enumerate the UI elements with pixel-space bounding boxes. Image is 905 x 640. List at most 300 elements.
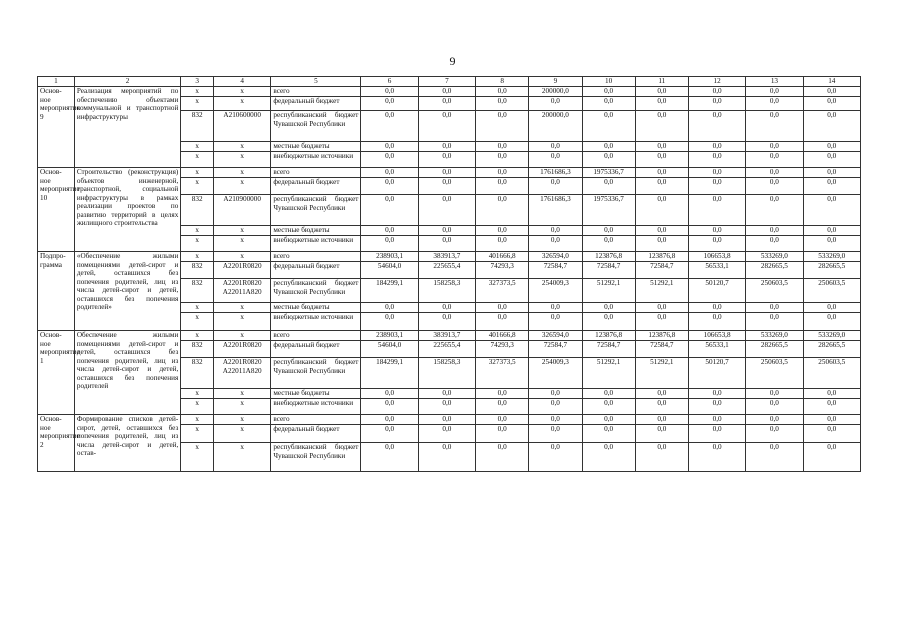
table-row <box>38 331 861 341</box>
value-cell: 0,0 <box>688 399 745 415</box>
value-cell: 0,0 <box>418 152 475 168</box>
value-cell: 0,0 <box>635 415 688 425</box>
value-cell: 0,0 <box>688 87 745 97</box>
value-cell: 0,0 <box>688 195 745 226</box>
value-cell: 0,0 <box>476 168 529 178</box>
table-row <box>38 87 861 97</box>
program-name-cell: Обеспечение жилыми помещениями детей-сирот и детей, оставшихся без попечения родителей, лиц из числа детей-сирот и детей, оставшихся без попечения родителей <box>74 331 180 415</box>
admin-code-cell: 832 <box>181 111 214 142</box>
page-number: 9 <box>449 54 456 68</box>
value-cell: 0,0 <box>529 389 582 399</box>
value-cell: 0,0 <box>635 443 688 472</box>
funding-source-cell: федеральный бюджет <box>271 178 361 195</box>
header-cell: 10 <box>582 77 635 87</box>
header-cell: 2 <box>74 77 180 87</box>
value-cell: 0,0 <box>361 97 418 111</box>
value-cell: 0,0 <box>418 97 475 111</box>
value-cell: 0,0 <box>418 303 475 313</box>
value-cell: 0,0 <box>529 226 582 236</box>
admin-code-cell: x <box>181 303 214 313</box>
value-cell: 0,0 <box>688 111 745 142</box>
value-cell: 1975336,7 <box>582 195 635 226</box>
budget-code-cell: x <box>214 389 271 399</box>
value-cell: 158258,3 <box>418 358 475 389</box>
value-cell: 0,0 <box>746 389 803 399</box>
funding-source-cell: республиканский бюджет Чувашской Республики <box>271 111 361 142</box>
value-cell: 72584,7 <box>582 262 635 279</box>
value-cell: 0,0 <box>529 142 582 152</box>
funding-source-cell: внебюджетные источники <box>271 313 361 331</box>
value-cell: 0,0 <box>476 226 529 236</box>
value-cell: 51292,1 <box>582 279 635 303</box>
admin-code-cell: x <box>181 168 214 178</box>
program-item-cell: Подпро-грамма <box>38 252 75 331</box>
value-cell: 123876,8 <box>635 331 688 341</box>
value-cell: 0,0 <box>361 87 418 97</box>
value-cell: 0,0 <box>418 443 475 472</box>
value-cell: 0,0 <box>803 152 860 168</box>
value-cell: 0,0 <box>582 178 635 195</box>
value-cell: 0,0 <box>529 303 582 313</box>
value-cell: 72584,7 <box>529 262 582 279</box>
value-cell: 282665,5 <box>746 262 803 279</box>
value-cell: 0,0 <box>688 389 745 399</box>
value-cell: 0,0 <box>746 443 803 472</box>
value-cell: 0,0 <box>746 415 803 425</box>
budget-code-cell: x <box>214 443 271 472</box>
value-cell: 0,0 <box>688 168 745 178</box>
funding-source-cell: внебюджетные источники <box>271 399 361 415</box>
funding-source-cell: местные бюджеты <box>271 389 361 399</box>
value-cell: 0,0 <box>418 142 475 152</box>
value-cell: 0,0 <box>476 425 529 443</box>
value-cell: 158258,3 <box>418 279 475 303</box>
budget-code-cell: x <box>214 236 271 252</box>
admin-code-cell: x <box>181 425 214 443</box>
admin-code-cell: x <box>181 236 214 252</box>
value-cell: 0,0 <box>688 443 745 472</box>
value-cell: 533269,0 <box>803 252 860 262</box>
value-cell: 0,0 <box>361 226 418 236</box>
admin-code-cell: x <box>181 252 214 262</box>
value-cell: 0,0 <box>635 303 688 313</box>
value-cell: 0,0 <box>529 415 582 425</box>
funding-source-cell: республиканский бюджет Чувашской Республики <box>271 195 361 226</box>
value-cell: 0,0 <box>635 389 688 399</box>
value-cell: 254009,3 <box>529 358 582 389</box>
value-cell: 250603,5 <box>803 358 860 389</box>
admin-code-cell: x <box>181 152 214 168</box>
budget-code-cell: x <box>214 399 271 415</box>
budget-table <box>37 76 861 472</box>
value-cell: 0,0 <box>746 168 803 178</box>
value-cell: 56533,1 <box>688 262 745 279</box>
value-cell: 0,0 <box>476 389 529 399</box>
value-cell: 0,0 <box>688 303 745 313</box>
value-cell: 0,0 <box>476 236 529 252</box>
value-cell: 51292,1 <box>635 358 688 389</box>
value-cell: 54604,0 <box>361 341 418 358</box>
value-cell: 0,0 <box>746 313 803 331</box>
value-cell: 0,0 <box>688 97 745 111</box>
value-cell: 383913,7 <box>418 331 475 341</box>
value-cell: 51292,1 <box>635 279 688 303</box>
value-cell: 0,0 <box>803 415 860 425</box>
table-row <box>38 252 861 262</box>
value-cell: 0,0 <box>476 195 529 226</box>
value-cell: 0,0 <box>803 97 860 111</box>
funding-source-cell: внебюджетные источники <box>271 236 361 252</box>
budget-code-cell: A2201R0820 <box>214 262 271 279</box>
value-cell: 0,0 <box>688 178 745 195</box>
program-name-cell: «Обеспечение жилыми помещениями детей-сирот и детей, оставшихся без попечения родителей, лиц из числа детей-сирот и детей, оставшихся без попечения родителей» <box>74 252 180 331</box>
value-cell: 0,0 <box>361 425 418 443</box>
budget-code-cell: x <box>214 142 271 152</box>
value-cell: 282665,5 <box>746 341 803 358</box>
budget-code-cell: A2201R0820 A22011A820 <box>214 358 271 389</box>
value-cell: 0,0 <box>582 415 635 425</box>
value-cell: 533269,0 <box>803 331 860 341</box>
value-cell: 0,0 <box>361 443 418 472</box>
budget-code-cell: x <box>214 226 271 236</box>
budget-code-cell: A2201R0820 <box>214 341 271 358</box>
value-cell: 72584,7 <box>529 341 582 358</box>
value-cell: 0,0 <box>635 236 688 252</box>
value-cell: 0,0 <box>476 443 529 472</box>
value-cell: 0,0 <box>529 152 582 168</box>
value-cell: 0,0 <box>582 443 635 472</box>
admin-code-cell: x <box>181 313 214 331</box>
funding-source-cell: федеральный бюджет <box>271 262 361 279</box>
admin-code-cell: 832 <box>181 195 214 226</box>
value-cell: 0,0 <box>418 178 475 195</box>
value-cell: 0,0 <box>635 425 688 443</box>
value-cell: 0,0 <box>418 236 475 252</box>
budget-code-cell: x <box>214 168 271 178</box>
value-cell: 0,0 <box>803 236 860 252</box>
value-cell: 0,0 <box>635 226 688 236</box>
value-cell: 0,0 <box>582 399 635 415</box>
value-cell: 0,0 <box>803 313 860 331</box>
value-cell: 0,0 <box>582 389 635 399</box>
value-cell: 238903,1 <box>361 252 418 262</box>
value-cell: 0,0 <box>582 303 635 313</box>
value-cell: 0,0 <box>582 313 635 331</box>
header-cell: 6 <box>361 77 418 87</box>
value-cell: 0,0 <box>529 425 582 443</box>
funding-source-cell: федеральный бюджет <box>271 425 361 443</box>
value-cell: 0,0 <box>361 152 418 168</box>
header-row <box>38 77 861 87</box>
value-cell: 50120,7 <box>688 358 745 389</box>
value-cell: 0,0 <box>476 142 529 152</box>
funding-source-cell: республиканский бюджет Чувашской Республики <box>271 358 361 389</box>
admin-code-cell: x <box>181 331 214 341</box>
admin-code-cell: x <box>181 87 214 97</box>
value-cell: 0,0 <box>361 111 418 142</box>
value-cell: 0,0 <box>476 313 529 331</box>
value-cell: 327373,5 <box>476 279 529 303</box>
value-cell: 0,0 <box>582 97 635 111</box>
program-item-cell: Основ-ное мероприятие 10 <box>38 168 75 252</box>
admin-code-cell: 832 <box>181 341 214 358</box>
value-cell: 282665,5 <box>803 341 860 358</box>
admin-code-cell: 832 <box>181 358 214 389</box>
value-cell: 326594,0 <box>529 252 582 262</box>
value-cell: 50120,7 <box>688 279 745 303</box>
funding-source-cell: республиканский бюджет Чувашской Республики <box>271 279 361 303</box>
program-name-cell: Формирование списков детей-сирот, детей, оставшихся без попечения родителей, лиц из числа детей-сирот и детей, остав- <box>74 415 180 472</box>
value-cell: 72584,7 <box>582 341 635 358</box>
value-cell: 238903,1 <box>361 331 418 341</box>
value-cell: 225655,4 <box>418 341 475 358</box>
value-cell: 0,0 <box>476 97 529 111</box>
value-cell: 74293,3 <box>476 341 529 358</box>
value-cell: 0,0 <box>529 313 582 331</box>
value-cell: 0,0 <box>418 389 475 399</box>
value-cell: 0,0 <box>418 111 475 142</box>
value-cell: 0,0 <box>746 399 803 415</box>
value-cell: 0,0 <box>582 111 635 142</box>
value-cell: 72584,7 <box>635 262 688 279</box>
budget-code-cell: x <box>214 152 271 168</box>
value-cell: 533269,0 <box>746 252 803 262</box>
value-cell: 0,0 <box>529 97 582 111</box>
budget-code-cell: x <box>214 415 271 425</box>
value-cell: 0,0 <box>746 111 803 142</box>
value-cell: 0,0 <box>746 425 803 443</box>
header-cell: 3 <box>181 77 214 87</box>
value-cell: 0,0 <box>582 142 635 152</box>
value-cell: 0,0 <box>418 415 475 425</box>
funding-source-cell: федеральный бюджет <box>271 341 361 358</box>
budget-code-cell: x <box>214 303 271 313</box>
program-name-cell: Строительство (реконструкция) объектов инженерной, транспортной, социальной инфраструктуры в рамках реализации проектов по развитию территорий в целях жилищного строительства <box>74 168 180 252</box>
value-cell: 0,0 <box>361 313 418 331</box>
value-cell: 0,0 <box>361 389 418 399</box>
value-cell: 123876,8 <box>635 252 688 262</box>
value-cell: 56533,1 <box>688 341 745 358</box>
header-cell: 5 <box>271 77 361 87</box>
admin-code-cell: x <box>181 97 214 111</box>
budget-code-cell: x <box>214 331 271 341</box>
value-cell: 54604,0 <box>361 262 418 279</box>
admin-code-cell: x <box>181 226 214 236</box>
value-cell: 0,0 <box>476 178 529 195</box>
value-cell: 0,0 <box>746 236 803 252</box>
admin-code-cell: x <box>181 415 214 425</box>
header-cell: 9 <box>529 77 582 87</box>
value-cell: 250603,5 <box>746 358 803 389</box>
value-cell: 0,0 <box>803 303 860 313</box>
value-cell: 0,0 <box>635 168 688 178</box>
value-cell: 0,0 <box>635 399 688 415</box>
budget-code-cell: x <box>214 425 271 443</box>
value-cell: 0,0 <box>582 226 635 236</box>
table-row <box>38 168 861 178</box>
value-cell: 0,0 <box>582 425 635 443</box>
value-cell: 0,0 <box>635 111 688 142</box>
value-cell: 282665,5 <box>803 262 860 279</box>
value-cell: 0,0 <box>746 195 803 226</box>
value-cell: 0,0 <box>803 443 860 472</box>
value-cell: 0,0 <box>476 87 529 97</box>
funding-source-cell: всего <box>271 415 361 425</box>
value-cell: 383913,7 <box>418 252 475 262</box>
value-cell: 0,0 <box>635 178 688 195</box>
header-cell: 12 <box>688 77 745 87</box>
value-cell: 0,0 <box>476 399 529 415</box>
value-cell: 123876,8 <box>582 331 635 341</box>
admin-code-cell: x <box>181 178 214 195</box>
funding-source-cell: всего <box>271 168 361 178</box>
value-cell: 0,0 <box>529 236 582 252</box>
value-cell: 0,0 <box>803 195 860 226</box>
value-cell: 0,0 <box>529 178 582 195</box>
value-cell: 106653,8 <box>688 252 745 262</box>
budget-code-cell: x <box>214 87 271 97</box>
program-item-cell: Основ-ное мероприятие 2 <box>38 415 75 472</box>
value-cell: 0,0 <box>361 195 418 226</box>
admin-code-cell: 832 <box>181 262 214 279</box>
admin-code-cell: x <box>181 399 214 415</box>
value-cell: 0,0 <box>746 178 803 195</box>
funding-source-cell: внебюджетные источники <box>271 152 361 168</box>
value-cell: 250603,5 <box>746 279 803 303</box>
value-cell: 533269,0 <box>746 331 803 341</box>
budget-code-cell: x <box>214 313 271 331</box>
value-cell: 0,0 <box>635 97 688 111</box>
value-cell: 200000,0 <box>529 111 582 142</box>
value-cell: 0,0 <box>418 425 475 443</box>
value-cell: 0,0 <box>361 399 418 415</box>
funding-source-cell: всего <box>271 331 361 341</box>
value-cell: 0,0 <box>418 195 475 226</box>
header-cell: 14 <box>803 77 860 87</box>
value-cell: 0,0 <box>635 313 688 331</box>
value-cell: 0,0 <box>476 111 529 142</box>
value-cell: 0,0 <box>635 195 688 226</box>
value-cell: 123876,8 <box>582 252 635 262</box>
value-cell: 0,0 <box>635 152 688 168</box>
value-cell: 0,0 <box>361 303 418 313</box>
value-cell: 0,0 <box>803 168 860 178</box>
value-cell: 0,0 <box>803 87 860 97</box>
value-cell: 0,0 <box>418 87 475 97</box>
value-cell: 0,0 <box>361 236 418 252</box>
value-cell: 401666,8 <box>476 252 529 262</box>
value-cell: 0,0 <box>688 313 745 331</box>
value-cell: 0,0 <box>803 226 860 236</box>
value-cell: 0,0 <box>746 226 803 236</box>
value-cell: 326594,0 <box>529 331 582 341</box>
value-cell: 1761686,3 <box>529 168 582 178</box>
value-cell: 106653,8 <box>688 331 745 341</box>
value-cell: 327373,5 <box>476 358 529 389</box>
value-cell: 0,0 <box>688 415 745 425</box>
value-cell: 0,0 <box>418 168 475 178</box>
value-cell: 0,0 <box>418 313 475 331</box>
value-cell: 0,0 <box>476 415 529 425</box>
value-cell: 1761686,3 <box>529 195 582 226</box>
value-cell: 74293,3 <box>476 262 529 279</box>
value-cell: 0,0 <box>803 178 860 195</box>
value-cell: 225655,4 <box>418 262 475 279</box>
value-cell: 250603,5 <box>803 279 860 303</box>
value-cell: 0,0 <box>582 152 635 168</box>
value-cell: 0,0 <box>803 111 860 142</box>
value-cell: 0,0 <box>476 152 529 168</box>
value-cell: 0,0 <box>803 399 860 415</box>
budget-code-cell: x <box>214 178 271 195</box>
value-cell: 0,0 <box>476 303 529 313</box>
value-cell: 0,0 <box>688 236 745 252</box>
value-cell: 0,0 <box>361 142 418 152</box>
funding-source-cell: всего <box>271 252 361 262</box>
value-cell: 0,0 <box>746 142 803 152</box>
header-cell: 4 <box>214 77 271 87</box>
value-cell: 0,0 <box>688 142 745 152</box>
value-cell: 0,0 <box>688 425 745 443</box>
value-cell: 200000,0 <box>529 87 582 97</box>
value-cell: 0,0 <box>803 425 860 443</box>
header-cell: 7 <box>418 77 475 87</box>
budget-code-cell: A2201R0820 A22011A820 <box>214 279 271 303</box>
value-cell: 0,0 <box>529 399 582 415</box>
value-cell: 184299,1 <box>361 279 418 303</box>
value-cell: 0,0 <box>746 97 803 111</box>
value-cell: 0,0 <box>418 226 475 236</box>
value-cell: 0,0 <box>746 152 803 168</box>
value-cell: 0,0 <box>635 87 688 97</box>
value-cell: 184299,1 <box>361 358 418 389</box>
value-cell: 0,0 <box>582 87 635 97</box>
value-cell: 0,0 <box>361 415 418 425</box>
value-cell: 0,0 <box>529 443 582 472</box>
program-name-cell: Реализация мероприятий по обеспечению объектами коммунальной и транспортной инфраструктуры <box>74 87 180 168</box>
header-cell: 11 <box>635 77 688 87</box>
budget-code-cell: x <box>214 252 271 262</box>
program-item-cell: Основ-ное мероприятие 1 <box>38 331 75 415</box>
value-cell: 0,0 <box>635 142 688 152</box>
value-cell: 0,0 <box>746 87 803 97</box>
value-cell: 0,0 <box>803 142 860 152</box>
funding-source-cell: местные бюджеты <box>271 142 361 152</box>
value-cell: 0,0 <box>803 389 860 399</box>
value-cell: 254009,3 <box>529 279 582 303</box>
funding-source-cell: федеральный бюджет <box>271 97 361 111</box>
funding-source-cell: местные бюджеты <box>271 226 361 236</box>
header-cell: 13 <box>746 77 803 87</box>
value-cell: 0,0 <box>688 226 745 236</box>
header-cell: 8 <box>476 77 529 87</box>
budget-code-cell: A210900000 <box>214 195 271 226</box>
funding-source-cell: республиканский бюджет Чувашской Республики <box>271 443 361 472</box>
admin-code-cell: x <box>181 443 214 472</box>
header-cell: 1 <box>38 77 75 87</box>
funding-source-cell: местные бюджеты <box>271 303 361 313</box>
funding-source-cell: всего <box>271 87 361 97</box>
admin-code-cell: x <box>181 142 214 152</box>
program-item-cell: Основ-ное мероприятие 9 <box>38 87 75 168</box>
value-cell: 0,0 <box>361 168 418 178</box>
value-cell: 0,0 <box>688 152 745 168</box>
value-cell: 0,0 <box>418 399 475 415</box>
value-cell: 51292,1 <box>582 358 635 389</box>
value-cell: 1975336,7 <box>582 168 635 178</box>
budget-code-cell: x <box>214 97 271 111</box>
value-cell: 0,0 <box>582 236 635 252</box>
